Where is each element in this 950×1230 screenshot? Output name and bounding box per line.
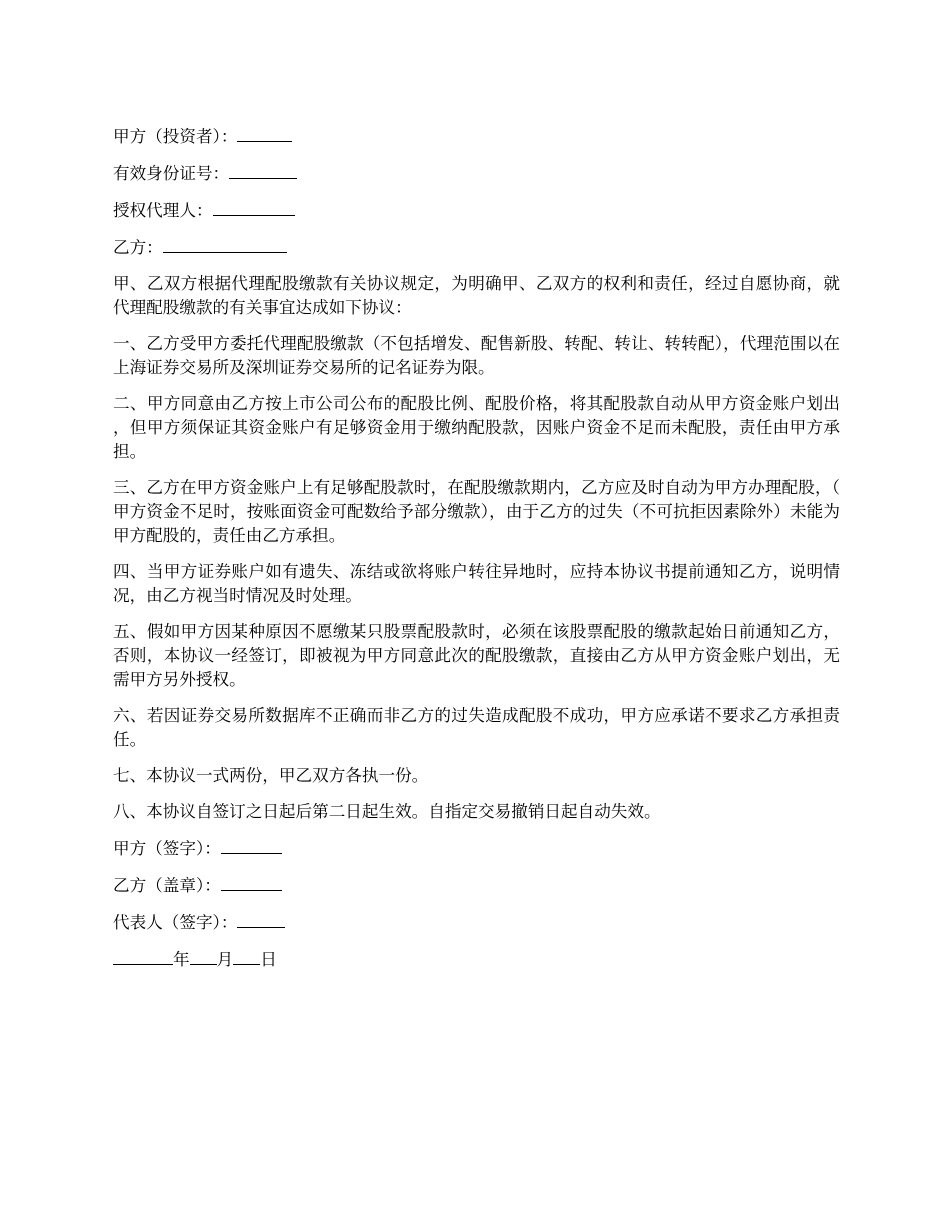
clause-7: 七、本协议一式两份，甲乙双方各执一份。 [113,766,429,785]
party-b-label: 乙方： [113,238,163,257]
intro-paragraph: 甲、乙双方根据代理配股缴款有关协议规定，为明确甲、乙双方的权利和责任，经过自愿协商，就代理配股缴款的有关事宜达成如下协议： [113,274,840,317]
month-blank [190,947,217,965]
party-a-signature-blank [221,836,282,854]
month-label: 月 [216,950,234,969]
representative-signature-blank [237,910,285,928]
party-a-signature-field [113,836,840,861]
clause-2: 二、甲方同意由乙方按上市公司公布的配股比例、配股价格，将其配股款自动从甲方资金账户划出，但甲方须保证其资金账户有足够资金用于缴纳配股款，因账户资金不足而未配股，责任由甲方承担。 [113,394,840,461]
id-number-field [113,161,840,186]
agreement-body [113,124,840,972]
party-b-field [113,235,840,260]
authorized-agent-field [113,198,840,223]
clause-4: 四、当甲方证券账户如有遗失、冻结或欲将账户转往异地时，应持本协议书提前通知乙方，说明情况，由乙方视当时情况及时处理。 [113,562,840,605]
party-a-label: 甲方（投资者）： [113,127,238,146]
clause-1: 一、乙方受甲方委托代理配股缴款（不包括增发、配售新股、转配、转让、转转配），代理范围以在上海证券交易所及深圳证券交易所的记名证券为限。 [113,334,840,377]
representative-signature-field [113,910,840,935]
id-number-label: 有效身份证号： [113,164,230,183]
date-line [113,947,840,972]
party-a-blank [237,124,292,142]
clause-3: 三、乙方在甲方资金账户上有足够配股款时，在配股缴款期内，乙方应及时自动为甲方办理配股，（甲方资金不足时，按账面资金可配数给予部分缴款），由于乙方的过失（不可抗拒因素除外）未能为甲方配股的，责任由乙方承担。 [113,478,840,545]
party-a-signature-label: 甲方（签字）： [113,839,221,858]
party-b-blank [163,235,287,253]
year-label: 年 [173,950,190,969]
party-a-field [113,124,840,149]
representative-signature-label: 代表人（签字）： [113,913,238,932]
authorized-agent-label: 授权代理人： [113,201,213,220]
party-b-seal-blank [221,873,282,891]
id-number-blank [229,161,297,179]
party-b-seal-label: 乙方（盖章）： [113,876,221,895]
day-label: 日 [260,950,277,969]
authorized-agent-blank [213,198,295,216]
clause-8: 八、本协议自签订之日起后第二日起生效。自指定交易撤销日起自动失效。 [113,802,661,821]
party-b-seal-field [113,873,840,898]
year-blank [113,947,173,965]
day-blank [233,947,260,965]
clause-5: 五、假如甲方因某种原因不愿缴某只股票配股款时，必须在该股票配股的缴款起始日前通知乙方，否则，本协议一经签订，即被视为甲方同意此次的配股缴款，直接由乙方从甲方资金账户划出，无需甲方另外授权。 [113,622,840,689]
clause-6: 六、若因证券交易所数据库不正确而非乙方的过失造成配股不成功，甲方应承诺不要求乙方承担责任。 [113,706,840,749]
